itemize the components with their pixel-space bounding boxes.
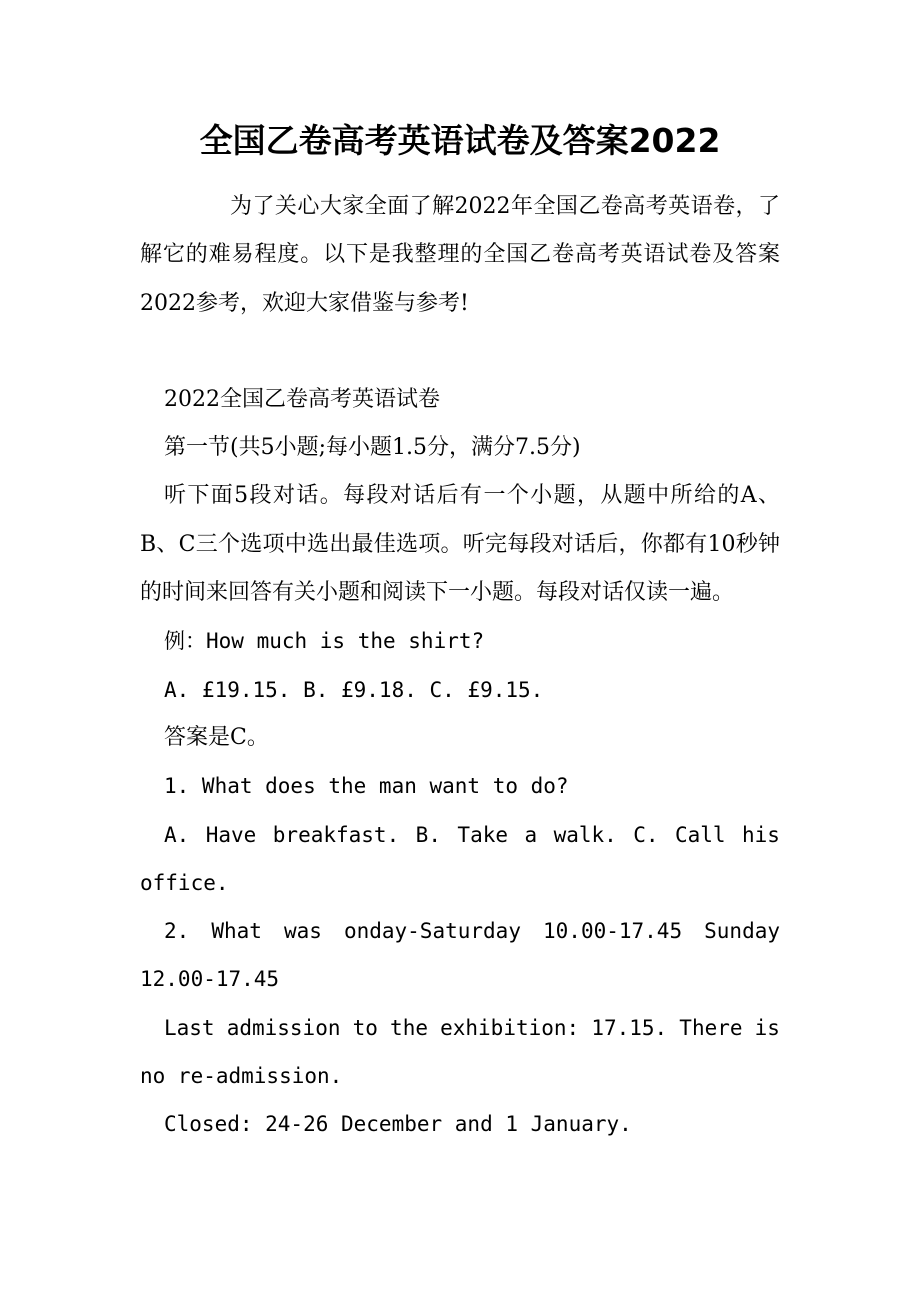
notice-word: to bbox=[352, 1015, 378, 1040]
notice-word: exhibition: bbox=[440, 1015, 580, 1040]
notice-word: is bbox=[754, 1015, 780, 1040]
question-1-options-continued: office. bbox=[140, 870, 229, 895]
notice-word: Last bbox=[164, 1015, 215, 1040]
question-2 bbox=[140, 907, 780, 955]
question-2-continued: 12.00-17.45 bbox=[140, 967, 280, 992]
part-heading: 第一节(共5小题;每小题1.5分，满分7.5分) bbox=[164, 435, 581, 461]
admission-notice-continued: no re-admission. bbox=[140, 1064, 343, 1089]
q1-word: a bbox=[524, 822, 538, 847]
q2-word: Sunday bbox=[704, 919, 780, 944]
q2-word: What bbox=[211, 919, 262, 944]
section-title: 2022全国乙卷高考英语试卷 bbox=[164, 386, 440, 412]
document-title: 全国乙卷高考英语试卷及答案2022 bbox=[199, 121, 721, 160]
q1-word: his bbox=[742, 822, 780, 847]
q1-word: walk. bbox=[553, 822, 617, 847]
q2-word: 10.00-17.45 bbox=[543, 919, 683, 944]
example-options: A. £19.15. B. £9.18. C. £9.15. bbox=[164, 677, 544, 702]
document-body bbox=[140, 183, 780, 1149]
question-1: 1. What does the man want to do? bbox=[164, 774, 569, 799]
notice-word: 17.15. bbox=[591, 1015, 668, 1040]
q1-word: Take bbox=[457, 822, 508, 847]
q1-word: B. bbox=[415, 822, 441, 847]
example-answer: 答案是C。 bbox=[164, 724, 269, 750]
example-question: 例：How much is the shirt? bbox=[164, 629, 485, 654]
instructions-paragraph: 听下面5段对话。每段对话后有一个小题，从题中所给的A、B、C三个选项中选出最佳选项。听完每段对话后，你都有10秒钟的时间来回答有关小题和阅读下一小题。每段对话仅读一遍。 bbox=[140, 483, 780, 606]
notice-word: There bbox=[679, 1015, 743, 1040]
notice-word: the bbox=[390, 1015, 428, 1040]
intro-paragraph: 为了关心大家全面了解2022年全国乙卷高考英语卷，了解它的难易程度。以下是我整理的全国乙卷高考英语试卷及答案2022参考，欢迎大家借鉴与参考! bbox=[140, 194, 780, 316]
q2-word: was bbox=[283, 919, 322, 944]
q1-word: breakfast. bbox=[272, 822, 400, 847]
q1-word: Call bbox=[674, 822, 726, 847]
admission-notice bbox=[140, 1004, 780, 1052]
q2-word: onday-Saturday bbox=[343, 919, 521, 944]
q1-word: C. bbox=[633, 822, 659, 847]
q1-word: A. bbox=[164, 822, 190, 847]
blank-line bbox=[140, 328, 780, 376]
closed-dates: Closed: 24-26 December and 1 January. bbox=[164, 1112, 632, 1137]
question-1-options bbox=[140, 811, 780, 859]
q1-word: Have bbox=[205, 822, 257, 847]
q2-word: 2. bbox=[164, 919, 190, 944]
notice-word: admission bbox=[226, 1015, 341, 1040]
